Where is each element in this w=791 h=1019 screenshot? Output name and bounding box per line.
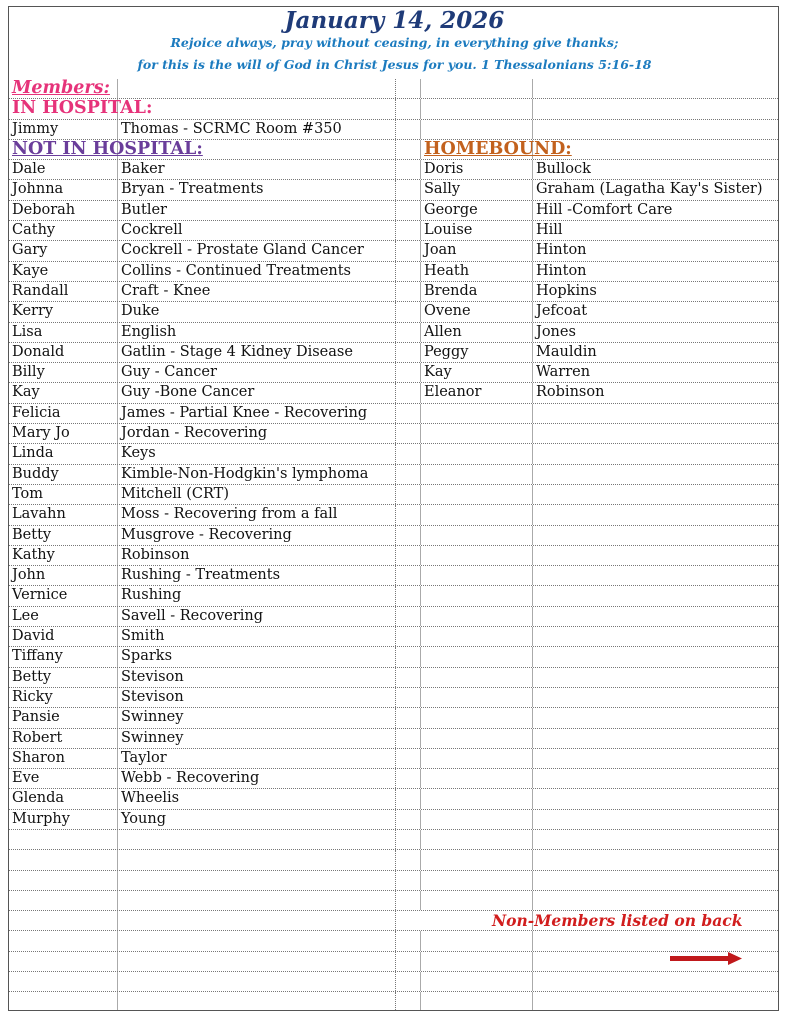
first-name-cell: Ricky — [12, 688, 53, 705]
homebound-last-cell — [532, 729, 779, 748]
homebound-last-cell — [532, 769, 779, 788]
homebound-last-cell — [532, 465, 779, 484]
homebound-heading: HOMEBOUND: — [420, 140, 720, 159]
table-row — [9, 952, 779, 972]
homebound-first-cell — [420, 668, 532, 687]
members-heading: Members: — [12, 78, 110, 98]
homebound-last-cell — [532, 992, 779, 1011]
homebound-first-cell: Brenda — [420, 282, 532, 301]
homebound-last-cell — [532, 79, 779, 98]
spacer-cell — [395, 952, 420, 971]
first-name-cell: Randall — [12, 282, 69, 299]
table-row — [9, 607, 779, 627]
right-arrow-icon — [670, 951, 742, 965]
first-name-cell: John — [12, 567, 46, 584]
table-row — [9, 972, 779, 992]
in-hospital-heading: IN HOSPITAL: — [12, 98, 153, 119]
homebound-first-cell — [420, 424, 532, 443]
spacer-cell — [395, 180, 420, 199]
spacer-cell — [395, 424, 420, 443]
last-name-cell: Guy -Bone Cancer — [117, 383, 395, 402]
spacer-cell — [395, 465, 420, 484]
first-name-cell: Lisa — [12, 323, 43, 340]
last-name-cell: Jordan - Recovering — [117, 424, 395, 443]
last-name-cell: Craft - Knee — [117, 282, 395, 301]
first-name-cell: Linda — [12, 445, 54, 462]
table-row — [9, 891, 779, 911]
last-name-cell — [117, 830, 395, 849]
homebound-last-cell — [532, 810, 779, 829]
table-row — [9, 647, 779, 667]
prayer-list-grid — [9, 79, 779, 1011]
homebound-first-cell — [420, 708, 532, 727]
homebound-first-cell — [420, 789, 532, 808]
first-name-cell: Mary Jo — [12, 425, 70, 442]
homebound-last-cell: Mauldin — [532, 343, 779, 362]
table-row — [9, 343, 779, 363]
non-members-note: Non-Members listed on back — [492, 911, 743, 931]
spacer-cell — [395, 526, 420, 545]
homebound-last-cell — [532, 931, 779, 950]
first-name-cell: Johnna — [12, 181, 64, 198]
last-name-cell: Webb - Recovering — [117, 769, 395, 788]
homebound-first-cell: George — [420, 201, 532, 220]
homebound-last-cell — [532, 668, 779, 687]
homebound-first-cell: Heath — [420, 262, 532, 281]
spacer-cell — [395, 931, 420, 950]
first-name-cell: Felicia — [12, 404, 61, 421]
last-name-cell: Bryan - Treatments — [117, 180, 395, 199]
first-name-cell — [9, 972, 117, 991]
homebound-last-cell: Jones — [532, 323, 779, 342]
last-name-cell: Robinson — [117, 546, 395, 565]
spacer-cell — [395, 972, 420, 991]
last-name-cell: Taylor — [117, 749, 395, 768]
homebound-first-cell: Kay — [420, 363, 532, 382]
homebound-last-cell — [532, 99, 779, 118]
spacer-cell — [395, 749, 420, 768]
table-row — [9, 241, 779, 261]
spacer-cell — [395, 79, 420, 98]
homebound-first-cell — [420, 120, 532, 139]
table-row — [9, 850, 779, 870]
spacer-cell — [395, 546, 420, 565]
last-name-cell — [117, 871, 395, 890]
homebound-last-cell: Jefcoat — [532, 302, 779, 321]
homebound-last-cell: Hopkins — [532, 282, 779, 301]
homebound-last-cell — [532, 830, 779, 849]
homebound-last-cell — [532, 789, 779, 808]
first-name-cell: Lavahn — [12, 506, 66, 523]
homebound-last-cell: Robinson — [532, 383, 779, 402]
homebound-last-cell — [532, 404, 779, 423]
homebound-last-cell — [532, 444, 779, 463]
table-row — [9, 830, 779, 850]
spacer-cell — [395, 241, 420, 260]
spacer-cell — [395, 343, 420, 362]
spacer-cell — [395, 363, 420, 382]
last-name-cell: Wheelis — [117, 789, 395, 808]
first-name-cell: Cathy — [12, 222, 56, 239]
first-name-cell: David — [12, 628, 55, 645]
homebound-last-cell — [532, 586, 779, 605]
last-name-cell: Smith — [117, 627, 395, 646]
first-name-cell — [9, 891, 117, 910]
last-name-cell: Moss - Recovering from a fall — [117, 505, 395, 524]
homebound-first-cell: Sally — [420, 180, 532, 199]
spacer-cell — [395, 383, 420, 402]
spacer-cell — [395, 140, 420, 159]
last-name-cell: Sparks — [117, 647, 395, 666]
homebound-first-cell: Allen — [420, 323, 532, 342]
first-name-cell: Donald — [12, 343, 65, 360]
last-name-cell: Keys — [117, 444, 395, 463]
table-row — [9, 586, 779, 606]
spacer-cell — [395, 221, 420, 240]
spacer-cell — [395, 404, 420, 423]
homebound-last-cell: Hill — [532, 221, 779, 240]
homebound-last-cell — [532, 891, 779, 910]
table-row — [9, 99, 779, 119]
homebound-last-cell — [532, 688, 779, 707]
last-name-cell: Baker — [117, 160, 395, 179]
first-name-cell: Billy — [12, 364, 45, 381]
first-name-cell: Pansie — [12, 709, 60, 726]
last-name-cell: Cockrell - Prostate Gland Cancer — [117, 241, 395, 260]
table-row — [9, 221, 779, 241]
table-row — [9, 688, 779, 708]
first-name-cell: Buddy — [12, 465, 59, 482]
spacer-cell — [395, 871, 420, 890]
homebound-first-cell — [420, 992, 532, 1011]
homebound-first-cell — [420, 465, 532, 484]
homebound-first-cell — [420, 566, 532, 585]
spacer-cell — [395, 830, 420, 849]
spacer-cell — [395, 891, 420, 910]
arrow-head — [728, 952, 742, 965]
table-row — [9, 526, 779, 546]
first-name-cell: Lee — [12, 607, 39, 624]
first-name-cell: Betty — [12, 526, 52, 543]
table-row — [9, 992, 779, 1011]
homebound-first-cell — [420, 729, 532, 748]
last-name-cell: Cockrell — [117, 221, 395, 240]
last-name-cell: Stevison — [117, 668, 395, 687]
homebound-first-cell — [420, 505, 532, 524]
homebound-first-cell — [420, 871, 532, 890]
homebound-first-cell — [420, 546, 532, 565]
homebound-first-cell — [420, 404, 532, 423]
spacer-cell — [395, 627, 420, 646]
first-name-cell: Vernice — [12, 587, 68, 604]
homebound-last-cell — [532, 850, 779, 869]
last-name-cell — [117, 911, 395, 930]
homebound-last-cell — [532, 120, 779, 139]
first-name-cell: Tom — [12, 485, 44, 502]
table-row — [9, 424, 779, 444]
last-name-cell: Young — [117, 810, 395, 829]
table-row — [9, 180, 779, 200]
homebound-first-cell — [420, 769, 532, 788]
table-row — [9, 931, 779, 951]
homebound-last-cell — [532, 505, 779, 524]
homebound-first-cell — [420, 627, 532, 646]
first-name-cell — [9, 871, 117, 890]
first-name-cell: Kerry — [12, 303, 54, 320]
page-title: January 14, 2026 — [284, 7, 505, 34]
table-row — [9, 160, 779, 180]
table-row — [9, 627, 779, 647]
spacer-cell — [395, 201, 420, 220]
spacer-cell — [395, 688, 420, 707]
homebound-last-cell — [532, 566, 779, 585]
spacer-cell — [395, 850, 420, 869]
last-name-cell: Guy - Cancer — [117, 363, 395, 382]
table-row — [9, 769, 779, 789]
homebound-first-cell — [420, 79, 532, 98]
last-name-cell: Thomas - SCRMC Room #350 — [117, 120, 395, 139]
header — [9, 7, 779, 79]
last-name-cell: Duke — [117, 302, 395, 321]
first-name-cell: Eve — [12, 770, 40, 787]
table-row — [9, 789, 779, 809]
table-row — [9, 444, 779, 464]
homebound-last-cell — [532, 972, 779, 991]
table-row — [9, 485, 779, 505]
last-name-cell: Kimble-Non-Hodgkin's lymphoma — [117, 465, 395, 484]
spacer-cell — [395, 668, 420, 687]
first-name-cell: Deborah — [12, 201, 76, 218]
first-name-cell: Dale — [12, 161, 46, 178]
spacer-cell — [395, 262, 420, 281]
first-name-cell: Robert — [12, 729, 63, 746]
spacer-cell — [395, 120, 420, 139]
spacer-cell — [395, 282, 420, 301]
last-name-cell: Collins - Continued Treatments — [117, 262, 395, 281]
homebound-last-cell: Graham (Lagatha Kay's Sister) — [532, 180, 779, 199]
first-name-cell — [9, 931, 117, 950]
spacer-cell — [395, 302, 420, 321]
first-name-cell — [9, 850, 117, 869]
last-name-cell: Musgrove - Recovering — [117, 526, 395, 545]
first-name-cell: Kaye — [12, 262, 49, 279]
table-row — [9, 911, 779, 931]
spacer-cell — [395, 566, 420, 585]
homebound-first-cell — [420, 830, 532, 849]
homebound-first-cell — [420, 952, 532, 971]
homebound-last-cell: Warren — [532, 363, 779, 382]
not-in-hospital-heading: NOT IN HOSPITAL: — [12, 138, 203, 159]
first-name-cell: Glenda — [12, 790, 65, 807]
homebound-last-cell — [532, 526, 779, 545]
first-name-cell — [9, 992, 117, 1011]
spacer-cell — [395, 99, 420, 118]
homebound-first-cell: Ovene — [420, 302, 532, 321]
homebound-first-cell: Eleanor — [420, 383, 532, 402]
spacer-cell — [395, 992, 420, 1011]
last-name-cell: Stevison — [117, 688, 395, 707]
homebound-first-cell — [420, 891, 532, 910]
table-row — [9, 262, 779, 282]
spacer-cell — [395, 911, 420, 930]
prayer-list-sheet — [8, 6, 779, 1011]
spacer-cell — [395, 647, 420, 666]
first-name-cell — [9, 952, 117, 971]
homebound-first-cell — [420, 526, 532, 545]
table-row — [9, 871, 779, 891]
homebound-last-cell — [532, 424, 779, 443]
homebound-first-cell — [420, 99, 532, 118]
table-row — [9, 749, 779, 769]
table-row — [9, 404, 779, 424]
last-name-cell — [117, 850, 395, 869]
homebound-first-cell — [420, 972, 532, 991]
spacer-cell — [395, 444, 420, 463]
verse-line-1: Rejoice always, pray without ceasing, in everything give thanks; — [170, 35, 619, 50]
verse-line-2: for this is the will of God in Christ Jesus for you. 1 Thessalonians 5:16-18 — [137, 57, 652, 72]
spacer-cell — [395, 769, 420, 788]
spacer-cell — [395, 789, 420, 808]
last-name-cell — [117, 952, 395, 971]
last-name-cell: Butler — [117, 201, 395, 220]
homebound-first-cell — [420, 810, 532, 829]
first-name-cell: Jimmy — [12, 120, 59, 137]
last-name-cell — [117, 931, 395, 950]
homebound-first-cell — [420, 485, 532, 504]
homebound-last-cell — [532, 647, 779, 666]
homebound-first-cell: Joan — [420, 241, 532, 260]
homebound-first-cell: Peggy — [420, 343, 532, 362]
first-name-cell: Kay — [12, 384, 40, 401]
first-name-cell: Tiffany — [12, 648, 63, 665]
homebound-first-cell: Louise — [420, 221, 532, 240]
table-row — [9, 140, 779, 160]
homebound-last-cell — [532, 627, 779, 646]
spacer-cell — [395, 810, 420, 829]
last-name-cell: Swinney — [117, 708, 395, 727]
homebound-first-cell — [420, 931, 532, 950]
homebound-last-cell: Hinton — [532, 241, 779, 260]
table-row — [9, 201, 779, 221]
first-name-cell: Gary — [12, 242, 48, 259]
last-name-cell — [117, 972, 395, 991]
homebound-first-cell: Doris — [420, 160, 532, 179]
table-row — [9, 668, 779, 688]
last-name-cell: Mitchell (CRT) — [117, 485, 395, 504]
last-name-cell: English — [117, 323, 395, 342]
homebound-first-cell — [420, 749, 532, 768]
arrow-shaft — [670, 956, 730, 961]
homebound-first-cell — [420, 850, 532, 869]
spacer-cell — [395, 586, 420, 605]
table-row — [9, 505, 779, 525]
homebound-first-cell — [420, 444, 532, 463]
first-name-cell: Betty — [12, 668, 52, 685]
spacer-cell — [395, 505, 420, 524]
table-row — [9, 729, 779, 749]
table-row — [9, 383, 779, 403]
table-row — [9, 79, 779, 99]
first-name-cell: Kathy — [12, 546, 55, 563]
homebound-first-cell — [420, 586, 532, 605]
homebound-last-cell — [532, 607, 779, 626]
last-name-cell — [117, 891, 395, 910]
table-row — [9, 282, 779, 302]
last-name-cell: Gatlin - Stage 4 Kidney Disease — [117, 343, 395, 362]
homebound-first-cell — [420, 607, 532, 626]
last-name-cell — [117, 992, 395, 1011]
last-name-cell: Swinney — [117, 729, 395, 748]
homebound-last-cell: Hill -Comfort Care — [532, 201, 779, 220]
table-row — [9, 546, 779, 566]
table-row — [9, 465, 779, 485]
homebound-first-cell — [420, 647, 532, 666]
spacer-cell — [395, 729, 420, 748]
table-row — [9, 708, 779, 728]
homebound-last-cell — [532, 749, 779, 768]
table-row — [9, 120, 779, 140]
first-name-cell — [9, 830, 117, 849]
homebound-last-cell — [532, 708, 779, 727]
homebound-last-cell: Hinton — [532, 262, 779, 281]
homebound-last-cell: Bullock — [532, 160, 779, 179]
table-row — [9, 302, 779, 322]
last-name-cell: Rushing — [117, 586, 395, 605]
homebound-last-cell — [532, 485, 779, 504]
last-name-cell: Savell - Recovering — [117, 607, 395, 626]
table-row — [9, 810, 779, 830]
homebound-last-cell — [532, 871, 779, 890]
spacer-cell — [395, 708, 420, 727]
first-name-cell: Murphy — [12, 810, 70, 827]
first-name-cell: Sharon — [12, 749, 65, 766]
spacer-cell — [395, 485, 420, 504]
last-name-cell: James - Partial Knee - Recovering — [117, 404, 395, 423]
first-name-cell — [9, 911, 117, 930]
spacer-cell — [395, 160, 420, 179]
spacer-cell — [395, 323, 420, 342]
spacer-cell — [395, 607, 420, 626]
last-name-cell: Rushing - Treatments — [117, 566, 395, 585]
table-row — [9, 566, 779, 586]
table-row — [9, 323, 779, 343]
homebound-first-cell — [420, 688, 532, 707]
table-row — [9, 363, 779, 383]
homebound-last-cell — [532, 546, 779, 565]
